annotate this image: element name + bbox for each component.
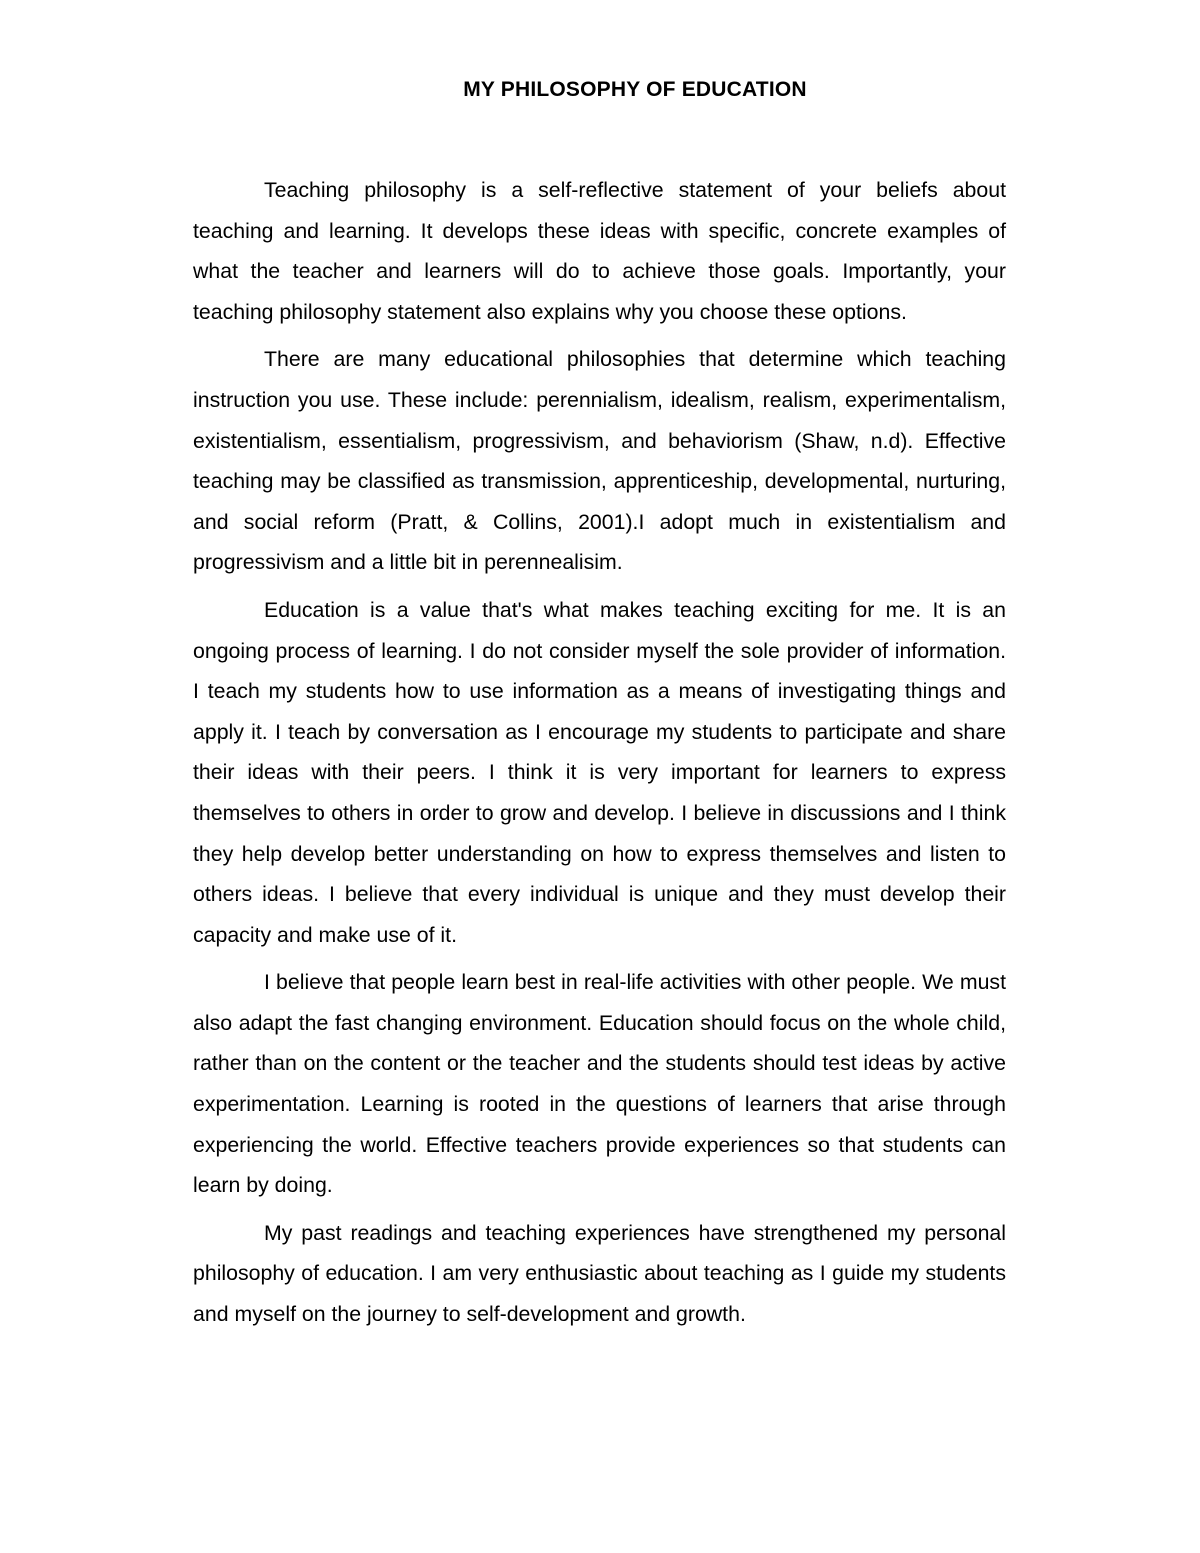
paragraph-teaching-philosophy: Teaching philosophy is a self-reflective statement of your beliefs about teaching and learning. It develops these ideas with specific, concrete examples of what the teacher and learners will do to achieve those goals. Importantly, your teaching philosophy statement also explains why you choose these options. [193, 178, 1006, 324]
paragraph-education-value: Education is a value that's what makes teaching exciting for me. It is an ongoing process of learning. I do not consider myself the sole provider of information. I teach my students how to use information as a means of investigating things and apply it. I teach by conversation as I encourage my students to participate and share their ideas with their peers. I think it is very important for learners to express themselves to others in order to grow and develop. I believe in discussions and I think they help develop better understanding on how to express themselves and listen to others ideas. I believe that every individual is unique and they must develop their capacity and make use of it. [193, 597, 1006, 947]
paragraph-educational-philosophies: There are many educational philosophies that determine which teaching instruction you use. These include: perennialism, idealism, realism, experimentalism, existentialism, essentialism, progressivism, and behaviorism (Shaw, n.d). Effective teaching may be classified as transmission, apprenticeship, developmental, nurturing, and social reform (Pratt, & Collins, 2001).I adopt much in existentialism and progressivism and a little bit in perennealisim. [193, 347, 1006, 575]
document-body [193, 170, 1006, 1342]
document-title: MY PHILOSOPHY OF EDUCATION [463, 78, 807, 101]
paragraph-real-life-learning: I believe that people learn best in real-life activities with other people. We must also adapt the fast changing environment. Education should focus on the whole child, rather than on the content or the teacher and the students should test ideas by active experimentation. Learning is rooted in the questions of learners that arise through experiencing the world. Effective teachers provide experiences so that students can learn by doing. [193, 970, 1006, 1198]
paragraph-conclusion: My past readings and teaching experiences have strengthened my personal philosophy of education. I am very enthusiastic about teaching as I guide my students and myself on the journey to self-development and growth. [193, 1220, 1006, 1327]
